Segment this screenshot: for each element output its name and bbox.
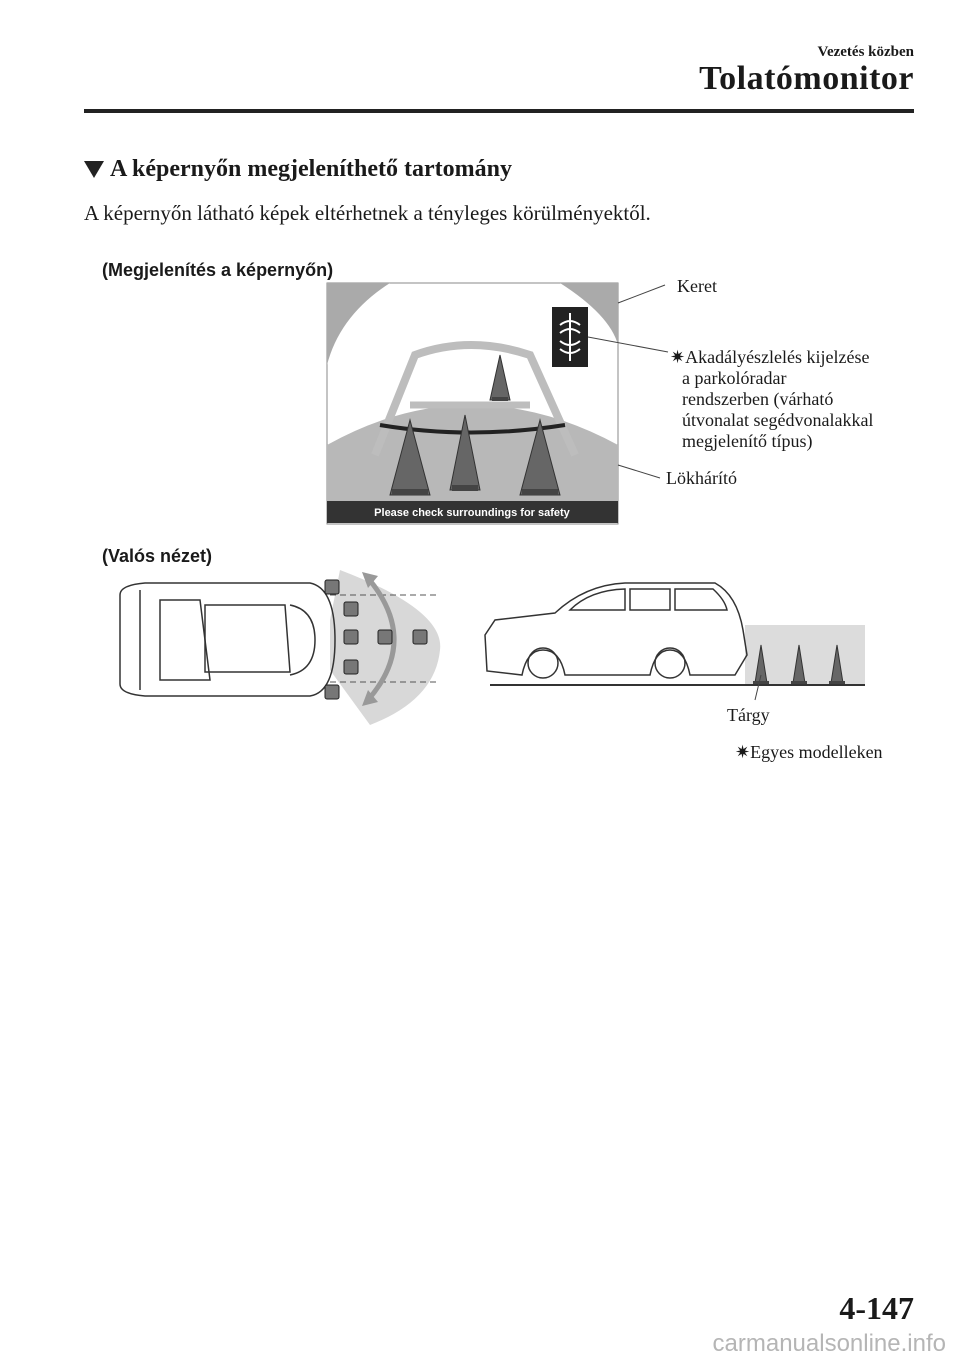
asterisk-icon: ✷ <box>735 742 751 762</box>
leader-line-bumper <box>618 465 660 478</box>
subsection-heading <box>84 156 512 183</box>
car-topdown <box>120 583 335 696</box>
callout-obstacle <box>670 347 873 452</box>
callout-obstacle-line-3: rendszerben (várható <box>682 389 834 409</box>
safety-banner-text: Please check surroundings for safety <box>374 507 570 519</box>
section-name: Vezetés közben <box>817 44 914 60</box>
asterisk-icon: ✷ <box>670 347 686 367</box>
callout-obstacle-line-4: útvonalat segédvonalakkal <box>682 410 874 430</box>
callout-obstacle-line-2: a parkolóradar <box>682 368 787 388</box>
parking-sensor-icon <box>552 307 588 367</box>
page-number: 4-147 <box>839 1290 914 1326</box>
car-side <box>485 583 747 678</box>
detection-zone <box>330 570 440 725</box>
header-rule <box>84 109 914 113</box>
real-view-topdown-illustration <box>100 550 450 730</box>
callout-obstacle-line-1: Akadályészlelés kijelzése <box>685 347 870 367</box>
page-title: Tolatómonitor <box>699 60 914 97</box>
subsection-heading-text: A képernyőn megjeleníthető tartomány <box>110 156 512 182</box>
screen-figure-label: (Megjelenítés a képernyőn) <box>102 260 334 280</box>
watermark: carmanualsonline.info <box>712 1330 946 1357</box>
callout-bumper: Lökhárító <box>666 468 737 488</box>
footnote <box>735 742 883 763</box>
leader-line-frame <box>618 285 665 303</box>
real-view-side-illustration <box>475 575 870 705</box>
intro-text: A képernyőn látható képek eltérhetnek a tényleges körülményektől. <box>84 201 651 225</box>
callout-object: Tárgy <box>727 705 770 725</box>
down-triangle-icon <box>84 161 104 178</box>
callout-frame: Keret <box>677 276 717 296</box>
footnote-text: Egyes modelleken <box>750 742 883 762</box>
real-figure-label: (Valós nézet) <box>102 546 213 566</box>
callout-obstacle-line-5: megjelenítő típus) <box>682 431 813 451</box>
